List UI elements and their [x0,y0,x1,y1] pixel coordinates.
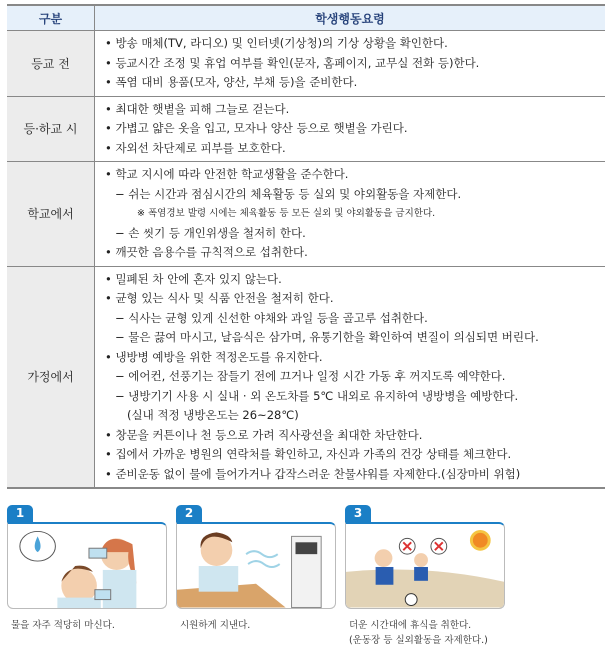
guideline-line: ※ 폭염경보 발령 시에는 체육활동 등 모든 실외 및 야외활동을 금지한다. [137,208,436,219]
caption-line: (운동장 등 실외활동을 자제한다.) [349,635,488,646]
category-cell: 등교 전 [7,31,95,97]
guideline-line: • 방송 매체(TV, 라디오) 및 인터넷(기상청)의 기상 상황을 확인한다. [105,34,599,54]
guideline-line: • 최대한 햇볕을 피해 그늘로 걷는다. [105,100,599,120]
guideline-line: − 손 씻기 등 개인위생을 철저히 한다. [105,224,599,244]
header-category: 구분 [7,5,95,31]
guideline-line: • 자외선 차단제로 피부를 보호한다. [105,139,599,159]
illustration-card-1 [7,505,167,633]
guideline-line: • 밀폐된 차 안에 혼자 있지 않는다. [105,270,599,290]
guideline-line: − 쉬는 시간과 점심시간의 체육활동 등 실외 및 야외활동을 자제한다. [105,185,599,205]
guidelines-cell [95,96,606,162]
guideline-line: • 집에서 가까운 병원의 연락처를 확인하고, 자신과 가족의 건강 상태를 체크한다. [105,445,599,465]
guideline-line: • 깨끗한 음용수를 규칙적으로 섭취한다. [105,243,599,263]
table-row [7,96,605,162]
guideline-line: • 균형 있는 식사 및 식품 안전을 철저히 한다. [105,289,599,309]
step-badge: 1 [7,505,33,522]
category-cell: 등·하교 시 [7,96,95,162]
guidelines-cell [95,162,606,267]
guideline-line: • 폭염 대비 용품(모자, 양산, 부채 등)을 준비한다. [105,73,599,93]
category-cell: 학교에서 [7,162,95,267]
guideline-line: • 학교 지시에 따라 안전한 학교생활을 준수한다. [105,165,599,185]
illustration-card-2 [176,505,336,633]
guideline-line: • 준비운동 없이 물에 들어가거나 갑작스러운 찬물샤워를 자제한다.(심장마비 위험) [105,465,599,485]
guideline-line: − 식사는 균형 있게 신선한 야채와 과일 등을 골고루 섭취한다. [105,309,599,329]
outdoor-rest-illustration [345,522,505,609]
step-badge: 3 [345,505,371,522]
drinking-water-illustration [7,522,167,609]
cool-room-illustration [176,522,336,609]
illustration-card-3 [345,505,505,648]
header-guidelines: 학생행동요령 [95,5,606,31]
table-row [7,266,605,488]
table-row [7,162,605,267]
category-cell: 가정에서 [7,266,95,488]
guideline-line: • 등교시간 조정 및 휴업 여부를 확인(문자, 홈페이지, 교무실 전화 등)한다. [105,54,599,74]
caption-line: 더운 시간대에 휴식을 취한다. [349,620,472,631]
caption-line: 물을 자주 적당히 마신다. [11,620,115,631]
guideline-line: (실내 적정 냉방온도는 26~28℃) [127,408,299,422]
guideline-line: • 창문을 커튼이나 천 등으로 가려 직사광선을 최대한 차단한다. [105,426,599,446]
step-badge: 2 [176,505,202,522]
guideline-line: − 물은 끓여 마시고, 날음식은 삼가며, 유통기한을 확인하여 변질이 의심되면 버린다. [105,328,599,348]
guidelines-cell [95,266,606,488]
student-guidelines-table [7,4,605,489]
guideline-line: • 냉방병 예방을 위한 적정온도를 유지한다. [105,348,599,368]
caption-line: 시원하게 지낸다. [180,620,251,631]
table-row [7,31,605,97]
guideline-line: − 에어컨, 선풍기는 잠들기 전에 끄거나 일정 시간 가동 후 꺼지도록 예약한다. [105,367,599,387]
guidelines-cell [95,31,606,97]
guideline-line: • 가볍고 얇은 옷을 입고, 모자나 양산 등으로 햇볕을 가린다. [105,119,599,139]
guideline-line: − 냉방기기 사용 시 실내 · 외 온도차를 5℃ 내외로 유지하여 냉방병을 예방한다. [105,387,599,407]
